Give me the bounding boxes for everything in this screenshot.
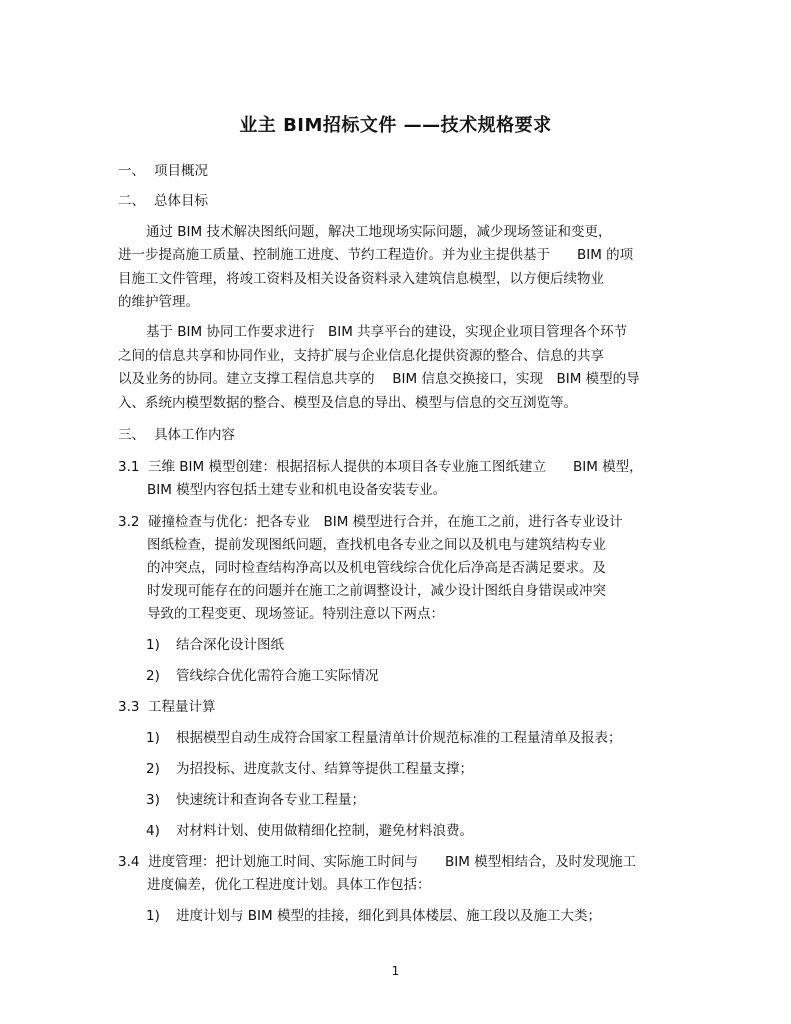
section-1-heading (118, 161, 208, 181)
item-line: 图纸检查，提前发现图纸问题，查找机电各专业之间以及机电与建筑结构专业 (147, 537, 606, 553)
sub-item-text: 进度计划与 BIM 模型的挂接，细化到具体楼层、施工段以及施工大类； (176, 908, 601, 924)
sub-item (146, 821, 473, 841)
paragraph-line: 进一步提高施工质量、控制施工进度、节约工程造价。并为业主提供基于 BIM 的项 (118, 247, 634, 263)
sub-item (146, 666, 379, 686)
paragraph-line: 通过 BIM 技术解决图纸问题，解决工地现场实际问题，减少现场签证和变更， (146, 224, 612, 240)
sub-item-number: 2) (146, 668, 160, 684)
item-number: 3.1 (118, 459, 140, 475)
item-number: 3.3 (118, 699, 140, 715)
sub-item-text: 根据模型自动生成符合国家工程量清单计价规范标准的工程量清单及报表； (176, 730, 622, 746)
section-title: 具体工作内容 (154, 427, 235, 443)
item-text: 碰撞检查与优化：把各专业 BIM 模型进行合并，在施工之前，进行各专业设计 (148, 514, 623, 530)
item-number: 3.4 (118, 854, 140, 870)
sub-item (146, 790, 365, 810)
paragraph-line: 之间的信息共享和协同作业，支持扩展与企业信息化提供资源的整合、信息的共享 (118, 348, 604, 364)
paragraph-line: 入、系统内模型数据的整合、模型及信息的导出、模型与信息的交互浏览等。 (118, 395, 577, 411)
item-3-3 (118, 697, 216, 717)
sub-item-text: 管线综合优化需符合施工实际情况 (176, 668, 379, 684)
item-line: 的冲突点，同时检查结构净高以及机电管线综合优化后净高是否满足要求。及 (147, 560, 606, 576)
sub-item-number: 4) (146, 823, 160, 839)
item-3-4 (118, 852, 636, 872)
page-number: 1 (391, 964, 400, 978)
sub-item-number: 3) (146, 792, 160, 808)
sub-item-number: 1) (146, 908, 160, 924)
sub-item (146, 906, 601, 926)
section-number: 二、 (118, 193, 145, 209)
section-3-heading (118, 425, 235, 445)
sub-item-number: 1) (146, 730, 160, 746)
section-number: 一、 (118, 163, 145, 179)
item-text: 三维 BIM 模型创建：根据招标人提供的本项目各专业施工图纸建立 BIM 模型， (148, 459, 643, 475)
sub-item (146, 728, 622, 748)
item-line: 导致的工程变更、现场签证。特别注意以下两点： (147, 606, 444, 622)
paragraph-line: 基于 BIM 协同工作要求进行 BIM 共享平台的建设，实现企业项目管理各个环节 (146, 324, 628, 340)
sub-item (146, 635, 284, 655)
paragraph-line: 目施工文件管理，将竣工资料及相关设备资料录入建筑信息模型，以方便后续物业 (118, 271, 604, 287)
sub-item-number: 2) (146, 761, 160, 777)
item-number: 3.2 (118, 514, 140, 530)
paragraph-line: 的维护管理。 (118, 294, 199, 310)
item-text: 工程量计算 (148, 699, 216, 715)
sub-item-text: 为招投标、进度款支付、结算等提供工程量支撑； (176, 761, 473, 777)
sub-item-text: 对材料计划、使用做精细化控制，避免材料浪费。 (176, 823, 473, 839)
item-line: BIM 模型内容包括土建专业和机电设备安装专业。 (147, 482, 447, 498)
section-2-heading (118, 191, 208, 211)
section-number: 三、 (118, 427, 145, 443)
section-title: 项目概况 (154, 163, 208, 179)
item-line: 时发现可能存在的问题并在施工之前调整设计，减少设计图纸自身错误或冲突 (147, 583, 606, 599)
item-3-2 (118, 512, 623, 532)
sub-item-number: 1) (146, 637, 160, 653)
item-3-1 (118, 457, 643, 477)
document-title: 业主 BIM招标文件 ——技术规格要求 (239, 115, 552, 136)
paragraph-line: 以及业务的协同。建立支撑工程信息共享的 BIM 信息交换接口，实现 BIM 模型的导 (118, 371, 640, 387)
section-title: 总体目标 (154, 193, 208, 209)
item-text: 进度管理：把计划施工时间、实际施工时间与 BIM 模型相结合，及时发现施工 (148, 854, 637, 870)
sub-item-text: 结合深化设计图纸 (176, 637, 284, 653)
item-line: 进度偏差，优化工程进度计划。具体工作包括： (147, 877, 431, 893)
sub-item (146, 759, 473, 779)
sub-item-text: 快速统计和查询各专业工程量； (176, 792, 365, 808)
